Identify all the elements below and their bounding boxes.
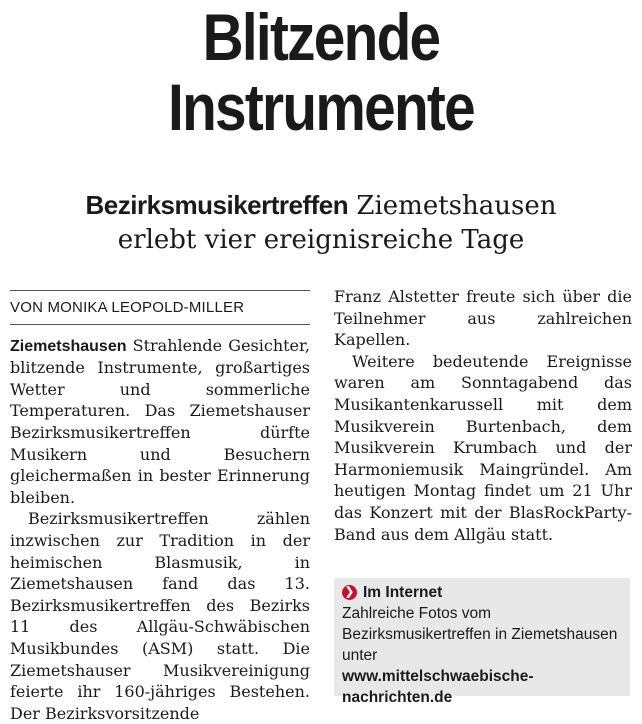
subheadline-line-1 <box>0 188 642 223</box>
headline-line-1: Blitzende <box>202 0 440 74</box>
headline <box>45 2 597 142</box>
article-paragraph-2: Bezirksmusikertreffen zählen inzwischen zur Tradition in der heimischen Blasmusik, in Ziemetshausen fand das 13. Bezirksmusikertreffen des Bezirks 11 des Allgäu-Schwäbischen Musikbundes (ASM) statt. Die Ziemetshauser Musikvereinigung feierte ihr 160-jähriges Bestehen. Der Bezirksvorsitzende <box>10 509 310 723</box>
article-paragraph-1 <box>10 335 310 509</box>
article-column-left <box>10 286 310 724</box>
article-paragraph-4: Weitere bedeutende Ereignisse waren am Sonntagabend das Musikantenkarussell mit dem Musikverein Burtenbach, dem Musikverein Krumbach und der Harmoniemusik Maingründel. Am heutigen Montag findet um 21 Uhr das Konzert mit der BlasRockParty-Band aus dem Allgäu statt. <box>334 351 632 544</box>
info-box-text: Zahlreiche Fotos vom Bezirksmusikertreffen in Ziemetshausen unter <box>342 605 618 664</box>
article-paragraph-1-text: Strahlende Gesichter, blitzende Instrumente, großartiges Wetter und sommerliche Temperaturen. Das Ziemetshauser Bezirksmusikertreffen dürfte Musikern und Besuchern gleichermaßen in bester Erinnerung bleiben. <box>10 335 310 507</box>
article-column-right <box>334 286 632 545</box>
info-box-heading <box>342 582 630 603</box>
article-paragraph-3: Franz Alstetter freute sich über die Teilnehmer aus zahlreichen Kapellen. <box>334 287 632 350</box>
byline: VON MONIKA LEOPOLD-MILLER <box>10 290 310 325</box>
info-box <box>334 578 630 706</box>
subheadline-line-2: erlebt vier ereignisreiche Tage <box>117 225 525 255</box>
headline-line-2: Instrumente <box>168 70 474 144</box>
arrow-right-icon: ❯ <box>342 585 357 600</box>
info-box-heading-text: Im Internet <box>363 584 443 601</box>
subheadline-rest: Ziemetshausen <box>348 191 557 221</box>
subheadline-keyword: Bezirksmusikertreffen <box>85 190 349 220</box>
dateline: Ziemetshausen <box>10 337 127 355</box>
subheadline <box>0 188 642 257</box>
info-box-url[interactable]: www.mittelschwaebische-nachrichten.de <box>342 668 534 706</box>
